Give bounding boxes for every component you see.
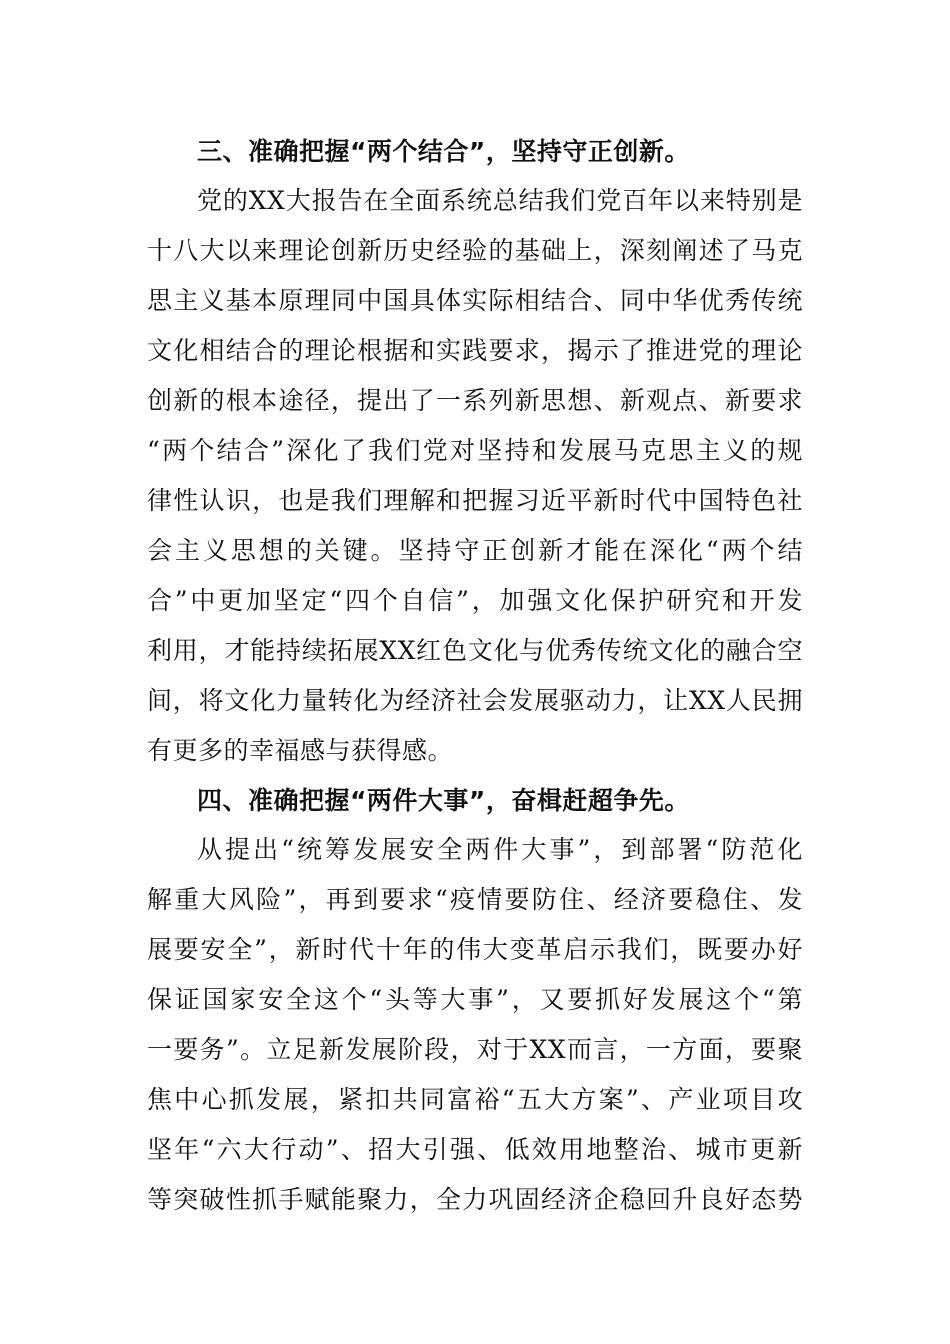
- section-3-line-8: 会主义思想的关键。坚持守正创新才能在深化“两个结: [147, 536, 803, 565]
- section-3-line-5: 创新的根本途径，提出了一系列新思想、新观点、新要求: [147, 386, 803, 415]
- section-3-line-4: 文化相结合的理论根据和实践要求，揭示了推进党的理论: [147, 336, 803, 365]
- section-3-line-1: 党的XX大报告在全面系统总结我们党百年以来特别是: [197, 186, 803, 215]
- section-4-line-4: 保证国家安全这个“头等大事”，又要抓好发展这个“第: [147, 985, 803, 1014]
- section-3-line-11: 间，将文化力量转化为经济社会发展驱动力，让XX人民拥: [147, 686, 803, 715]
- section-3-line-3: 思主义基本原理同中国具体实际相结合、同中华优秀传统: [147, 286, 803, 315]
- section-4-line-2: 解重大风险”，再到要求“疫情要防住、经济要稳住、发: [147, 885, 803, 914]
- section-4-line-5: 一要务”。立足新发展阶段，对于XX而言，一方面，要聚: [147, 1035, 803, 1064]
- section-4-line-6: 焦中心抓发展，紧扣共同富裕“五大方案”、产业项目攻: [147, 1085, 803, 1114]
- section-3-line-2: 十八大以来理论创新历史经验的基础上，深刻阐述了马克: [147, 236, 803, 265]
- section-4-line-8: 等突破性抓手赋能聚力，全力巩固经济企稳回升良好态势: [147, 1185, 803, 1214]
- section-3-heading: 三、准确把握“两个结合”，坚持守正创新。: [197, 137, 690, 166]
- section-4-line-1: 从提出“统筹发展安全两件大事”，到部署“防范化: [197, 835, 803, 864]
- section-3-line-10: 利用，才能持续拓展XX红色文化与优秀传统文化的融合空: [147, 636, 803, 665]
- section-4-heading: 四、准确把握“两件大事”，奋楫赶超争先。: [197, 786, 690, 815]
- section-3-line-7: 律性认识，也是我们理解和把握习近平新时代中国特色社: [147, 486, 803, 515]
- section-3-line-12: 有更多的幸福感与获得感。: [147, 736, 454, 765]
- section-4-line-3: 展要安全”，新时代十年的伟大变革启示我们，既要办好: [147, 935, 803, 964]
- section-4-line-7: 坚年“六大行动”、招大引强、低效用地整治、城市更新: [147, 1135, 803, 1164]
- section-3-line-6: “两个结合”深化了我们党对坚持和发展马克思主义的规: [147, 436, 803, 465]
- section-3-line-9: 合”中更加坚定“四个自信”，加强文化保护研究和开发: [147, 586, 803, 615]
